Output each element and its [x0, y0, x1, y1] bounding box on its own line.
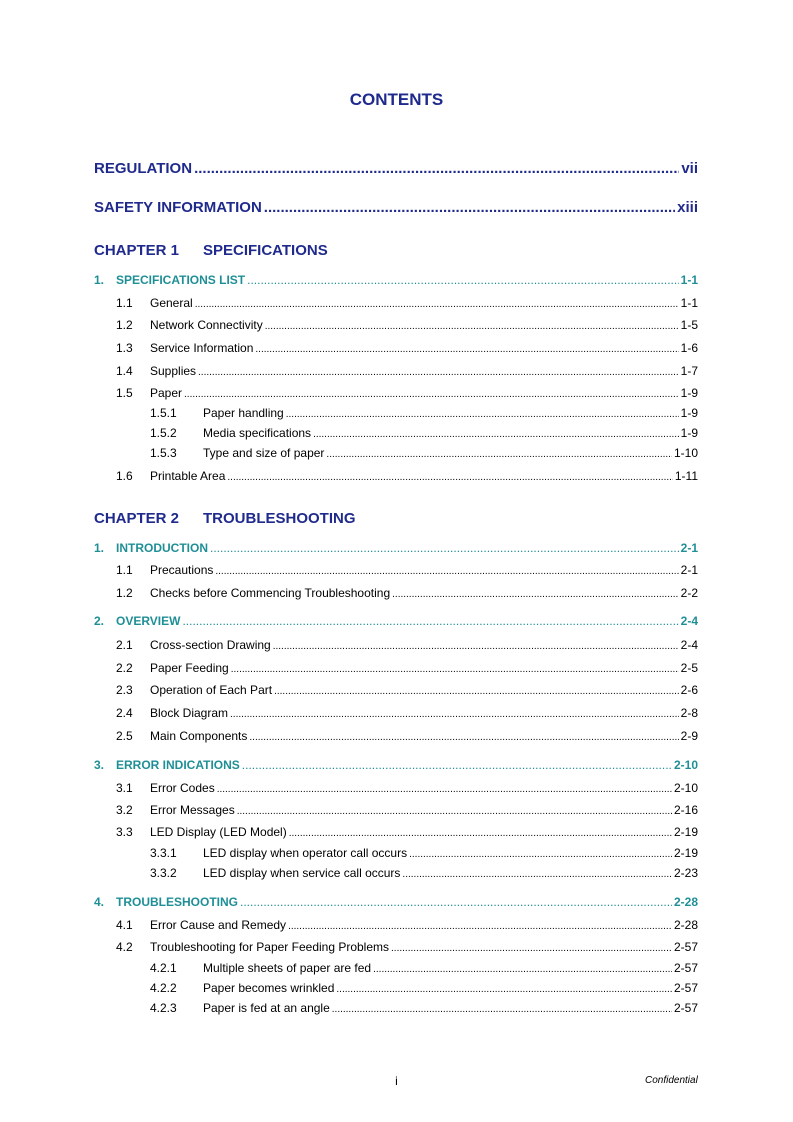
toc-label: Network Connectivity	[150, 318, 263, 332]
toc-label: Media specifications	[203, 426, 312, 440]
dot-leader	[373, 964, 672, 975]
toc-number: 1.2	[116, 586, 133, 600]
toc-page: 1-9	[680, 426, 698, 440]
toc-page: 2-19	[673, 846, 698, 860]
toc-number: 4.2	[116, 940, 133, 954]
toc-number: 2.2	[116, 661, 133, 675]
toc-page: 1-9	[680, 406, 698, 420]
dot-leader	[255, 344, 678, 355]
toc-label: Cross-section Drawing	[150, 638, 271, 652]
toc-label: Precautions	[150, 563, 214, 577]
toc-label: Checks before Commencing Troubleshooting	[150, 586, 391, 600]
dot-leader	[230, 709, 679, 720]
toc-label: Paper handling	[203, 406, 284, 420]
toc-label: Supplies	[150, 364, 197, 378]
toc-entry[interactable]	[116, 781, 698, 795]
toc-entry[interactable]	[116, 386, 698, 400]
toc-number: 1.5	[116, 386, 133, 400]
toc-page: 1-6	[680, 341, 698, 355]
toc-page: 1-5	[680, 318, 698, 332]
toc-safety-information[interactable]	[94, 199, 698, 216]
dot-leader	[286, 409, 679, 420]
toc-number: 4.2.1	[150, 961, 177, 975]
toc-page: 2-57	[673, 981, 698, 995]
toc-entry[interactable]	[116, 638, 698, 652]
toc-number: 1.	[94, 273, 105, 287]
toc-number: 4.1	[116, 918, 133, 932]
dot-leader	[210, 541, 679, 555]
toc-label: Troubleshooting for Paper Feeding Problems	[150, 940, 390, 954]
toc-page: 2-28	[673, 918, 698, 932]
toc-entry[interactable]	[116, 683, 698, 697]
toc-number: 3.3.1	[150, 846, 177, 860]
toc-label: LED display when operator call occurs	[203, 846, 408, 860]
toc-page: 2-28	[673, 895, 698, 909]
dot-leader	[326, 449, 672, 460]
toc-page: 2-10	[673, 781, 698, 795]
toc-entry[interactable]	[116, 918, 698, 932]
toc-page: 2-5	[680, 661, 698, 675]
toc-entry[interactable]	[150, 846, 698, 860]
toc-label: Block Diagram	[150, 706, 229, 720]
dot-leader	[409, 849, 672, 860]
toc-entry[interactable]	[94, 758, 698, 772]
toc-label: Paper becomes wrinkled	[203, 981, 335, 995]
toc-label: INTRODUCTION	[116, 541, 208, 555]
chapter-number: CHAPTER 1	[94, 242, 180, 259]
dot-leader	[195, 299, 679, 310]
toc-label: Error Cause and Remedy	[150, 918, 287, 932]
toc-page: 1-7	[680, 364, 698, 378]
chapter-heading	[94, 242, 328, 259]
page-title: CONTENTS	[349, 90, 444, 109]
toc-label: Paper Feeding	[150, 661, 229, 675]
toc-entry[interactable]	[150, 981, 698, 995]
dot-leader	[242, 758, 672, 772]
toc-page: 2-19	[673, 825, 698, 839]
chapter-title: TROUBLESHOOTING	[203, 510, 356, 527]
toc-number: 1.5.1	[150, 406, 177, 420]
toc-label: Error Codes	[150, 781, 215, 795]
toc-label: SAFETY INFORMATION	[94, 199, 262, 216]
toc-label: Service Information	[150, 341, 254, 355]
toc-number: 1.5.3	[150, 446, 177, 460]
dot-leader	[249, 732, 678, 743]
toc-number: 3.1	[116, 781, 133, 795]
toc-number: 2.5	[116, 729, 133, 743]
toc-page: 2-10	[673, 758, 698, 772]
toc-page: 1-1	[680, 296, 698, 310]
dot-leader	[231, 664, 679, 675]
dot-leader	[289, 828, 672, 839]
dot-leader	[402, 869, 672, 880]
toc-label: REGULATION	[94, 160, 193, 177]
toc-entry[interactable]	[94, 614, 698, 628]
toc-entry[interactable]	[150, 866, 698, 880]
toc-page: 2-2	[680, 586, 698, 600]
toc-entry[interactable]	[150, 961, 698, 975]
dot-leader	[391, 943, 672, 954]
toc-number: 3.2	[116, 803, 133, 817]
toc-page: vii	[681, 160, 698, 177]
toc-page: 2-23	[673, 866, 698, 880]
toc-label: Printable Area	[150, 469, 226, 483]
toc-number: 2.3	[116, 683, 133, 697]
toc-regulation[interactable]	[94, 160, 698, 177]
toc-entry[interactable]	[116, 706, 698, 720]
toc-entry[interactable]	[116, 661, 698, 675]
toc-label: Error Messages	[150, 803, 235, 817]
chapter-heading	[94, 510, 356, 527]
toc-number: 2.	[94, 614, 105, 628]
dot-leader	[194, 160, 679, 177]
dot-leader	[392, 589, 679, 600]
dot-leader	[217, 784, 672, 795]
toc-number: 1.6	[116, 469, 133, 483]
toc-entry[interactable]	[150, 446, 698, 460]
toc-page: 2-57	[673, 940, 698, 954]
toc-label: Operation of Each Part	[150, 683, 273, 697]
toc-page: 1-11	[674, 469, 698, 483]
dot-leader	[264, 199, 675, 216]
toc-entry[interactable]	[116, 825, 698, 839]
dot-leader	[215, 566, 678, 577]
toc-entry[interactable]	[150, 1001, 698, 1015]
dot-leader	[313, 429, 679, 440]
toc-entry[interactable]	[116, 729, 698, 743]
toc-entry[interactable]	[116, 940, 698, 954]
toc-label: ERROR INDICATIONS	[116, 758, 240, 772]
toc-number: 2.1	[116, 638, 133, 652]
toc-label: Type and size of paper	[203, 446, 325, 460]
toc-number: 2.4	[116, 706, 133, 720]
dot-leader	[336, 984, 672, 995]
toc-page: 2-57	[673, 961, 698, 975]
toc-page: 2-57	[673, 1001, 698, 1015]
toc-page: 2-1	[680, 563, 698, 577]
toc-number: 4.2.2	[150, 981, 177, 995]
toc-number: 3.3	[116, 825, 133, 839]
toc-page: 2-16	[673, 803, 698, 817]
toc-label: OVERVIEW	[116, 614, 181, 628]
toc-entry[interactable]	[94, 273, 698, 287]
toc-label: SPECIFICATIONS LIST	[116, 273, 246, 287]
toc-page: 1-10	[673, 446, 698, 460]
toc-entry[interactable]	[116, 318, 698, 332]
toc-entry[interactable]	[116, 803, 698, 817]
toc-number: 3.3.2	[150, 866, 177, 880]
toc-page: xiii	[677, 199, 698, 216]
dot-leader	[198, 367, 679, 378]
dot-leader	[247, 273, 679, 287]
toc-label: LED display when service call occurs	[203, 866, 401, 880]
toc-entry[interactable]	[116, 586, 698, 600]
toc-number: 1.3	[116, 341, 133, 355]
dot-leader	[184, 389, 679, 400]
chapter-title: SPECIFICATIONS	[203, 242, 328, 259]
dot-leader	[240, 895, 672, 909]
toc-label: Paper is fed at an angle	[203, 1001, 330, 1015]
toc-entry[interactable]	[94, 895, 698, 909]
dot-leader	[265, 321, 679, 332]
toc-entry[interactable]	[116, 341, 698, 355]
dot-leader	[237, 806, 672, 817]
toc-entry[interactable]	[150, 426, 698, 440]
toc-label: LED Display (LED Model)	[150, 825, 287, 839]
toc-entry[interactable]	[116, 469, 698, 483]
toc-number: 1.1	[116, 563, 133, 577]
toc-number: 1.4	[116, 364, 133, 378]
toc-page: 2-1	[680, 541, 698, 555]
toc-number: 1.1	[116, 296, 133, 310]
dot-leader	[227, 472, 672, 483]
toc-page: 2-8	[680, 706, 698, 720]
toc-label: Paper	[150, 386, 183, 400]
toc-entry[interactable]	[116, 364, 698, 378]
confidential-note: Confidential	[645, 1075, 698, 1086]
toc-page: 2-6	[680, 683, 698, 697]
toc-number: 4.	[94, 895, 105, 909]
toc-entry[interactable]	[116, 563, 698, 577]
chapter-number: CHAPTER 2	[94, 510, 180, 527]
toc-label: Main Components	[150, 729, 248, 743]
page-number: i	[395, 1074, 398, 1088]
toc-page: 2-4	[680, 614, 698, 628]
toc-label: General	[150, 296, 193, 310]
toc-page: 1-9	[680, 386, 698, 400]
toc-number: 1.5.2	[150, 426, 177, 440]
toc-number: 3.	[94, 758, 105, 772]
dot-leader	[274, 686, 679, 697]
dot-leader	[273, 641, 679, 652]
toc-number: 1.	[94, 541, 105, 555]
toc-entry[interactable]	[94, 541, 698, 555]
dot-leader	[182, 614, 678, 628]
toc-page: 1-1	[680, 273, 698, 287]
toc-page: 2-4	[680, 638, 698, 652]
dot-leader	[332, 1004, 672, 1015]
dot-leader	[288, 921, 672, 932]
toc-page: 2-9	[680, 729, 698, 743]
toc-label: TROUBLESHOOTING	[116, 895, 238, 909]
toc-number: 4.2.3	[150, 1001, 177, 1015]
toc-entry[interactable]	[150, 406, 698, 420]
toc-label: Multiple sheets of paper are fed	[203, 961, 372, 975]
toc-entry[interactable]	[116, 296, 698, 310]
toc-number: 1.2	[116, 318, 133, 332]
